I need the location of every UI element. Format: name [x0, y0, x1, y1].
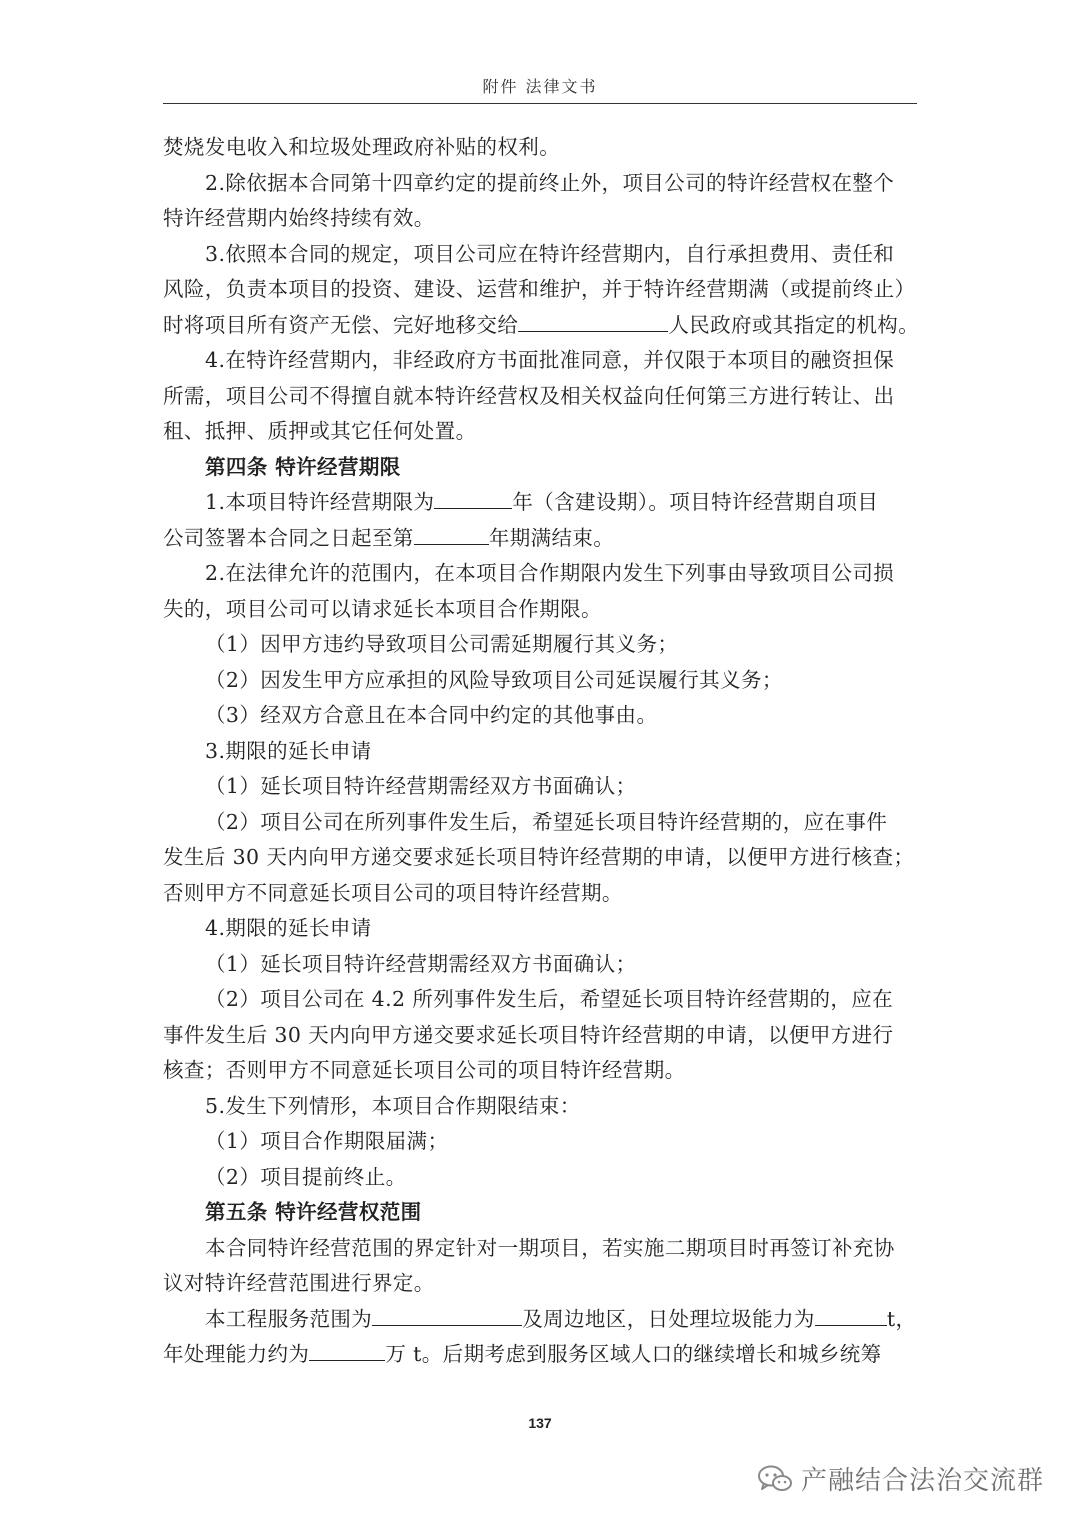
clause-4-1	[163, 485, 923, 521]
list-item: （2）项目公司在 4.2 所列事件发生后，希望延长项目特许经营期的，应在	[205, 987, 894, 1011]
body-line: 发生后 30 天内向甲方递交要求延长项目特许经营期的申请，以便甲方进行核查；	[163, 845, 915, 869]
body-line: 本合同特许经营范围的界定针对一期项目，若实施二期项目时再签订补充协	[205, 1235, 895, 1260]
blank-term-years	[434, 486, 512, 509]
clause-4-5: 5.发生下列情形，本项目合作期限结束：	[205, 1093, 581, 1118]
body-text: 1.本项目特许经营期限为	[205, 490, 435, 514]
body-text: t，	[886, 1306, 917, 1331]
article-5-heading: 第五条 特许经营权范围	[205, 1200, 422, 1224]
header-rule	[163, 103, 917, 104]
clause-4-3: 3.期限的延长申请	[205, 738, 372, 763]
body-line: 议对特许经营范围进行界定。	[163, 1271, 435, 1295]
body-text: 本工程服务范围为	[205, 1306, 373, 1331]
body-line: 风险，负责本项目的投资、建设、运营和维护，并于特许经营期满（或提前终止）	[163, 277, 916, 301]
page-header: 附件 法律文书	[482, 77, 598, 96]
blank-government	[518, 309, 668, 332]
blank-end-year	[414, 522, 489, 545]
body-line: 特许经营期内始终持续有效。	[163, 206, 435, 230]
page-number: 137	[528, 1415, 552, 1431]
clause-3-3: 3.依照本合同的规定，项目公司应在特许经营期内，自行承担费用、责任和	[205, 241, 895, 266]
body-line: 焚烧发电收入和垃圾处理政府补贴的权利。	[163, 135, 561, 159]
clause-3-4: 4.在特许经营期内，非经政府方书面批准同意，并仅限于本项目的融资担保	[205, 348, 895, 372]
article-4-heading: 第四条 特许经营期限	[205, 454, 401, 479]
list-item: （1）因甲方违约导致项目公司需延期履行其义务；	[205, 632, 679, 656]
body-line: 否则甲方不同意延长项目公司的项目特许经营期。	[163, 880, 623, 905]
blank-service-area	[372, 1303, 522, 1326]
body-text: 年处理能力约为	[163, 1342, 310, 1366]
list-item: （2）项目提前终止。	[205, 1164, 407, 1189]
body-line: 租、抵押、质押或其它任何处置。	[163, 419, 477, 443]
body-text: 年期满结束。	[488, 525, 615, 550]
body-text: 年（含建设期）。项目特许经营期自项目	[512, 490, 879, 514]
list-item: （3）经双方合意且在本合同中约定的其他事由。	[205, 703, 658, 727]
wechat-icon	[757, 1464, 793, 1494]
watermark	[757, 1460, 1044, 1497]
body-line: 所需，项目公司不得擅自就本特许经营权及相关权益向任何第三方进行转让、出	[163, 383, 895, 408]
body-text: 人民政府或其指定的机构。	[668, 312, 920, 337]
clause-4-2: 2.在法律允许的范围内，在本项目合作期限内发生下列事由导致项目公司损	[205, 561, 895, 585]
list-item: （2）项目公司在所列事件发生后，希望延长项目特许经营期的，应在事件	[205, 809, 888, 834]
body-line	[163, 521, 923, 557]
blank-daily-capacity	[815, 1303, 887, 1326]
clause-3-2: 2.除依据本合同第十四章约定的提前终止外，项目公司的特许经营权在整个	[205, 170, 895, 195]
document-body	[163, 130, 923, 1373]
list-item: （1）延长项目特许经营期需经双方书面确认；	[205, 774, 637, 798]
body-line: 失的，项目公司可以请求延长本项目合作期限。	[163, 596, 602, 621]
body-line: 核查；否则甲方不同意延长项目公司的项目特许经营期。	[163, 1058, 686, 1082]
blank-annual-capacity	[309, 1338, 385, 1361]
list-item: （1）延长项目特许经营期需经双方书面确认；	[205, 951, 637, 976]
body-line: 事件发生后 30 天内向甲方递交要求延长项目特许经营期的申请，以便甲方进行	[163, 1022, 894, 1047]
body-text: 万 t。后期考虑到服务区域人口的继续增长和城乡统筹	[385, 1342, 882, 1366]
body-line	[163, 308, 923, 344]
body-text: 公司签署本合同之日起至第	[163, 525, 414, 550]
list-item: （1）项目合作期限届满；	[205, 1129, 449, 1153]
clause-4-4: 4.期限的延长申请	[205, 916, 372, 940]
list-item: （2）因发生甲方应承担的风险导致项目公司延误履行其义务；	[205, 667, 783, 692]
watermark-text: 产融结合法治交流群	[800, 1466, 1044, 1496]
body-text: 时将项目所有资产无偿、完好地移交给	[163, 312, 519, 337]
body-line	[163, 1302, 923, 1338]
body-line	[163, 1337, 923, 1373]
body-text: 及周边地区，日处理垃圾能力为	[522, 1306, 815, 1331]
